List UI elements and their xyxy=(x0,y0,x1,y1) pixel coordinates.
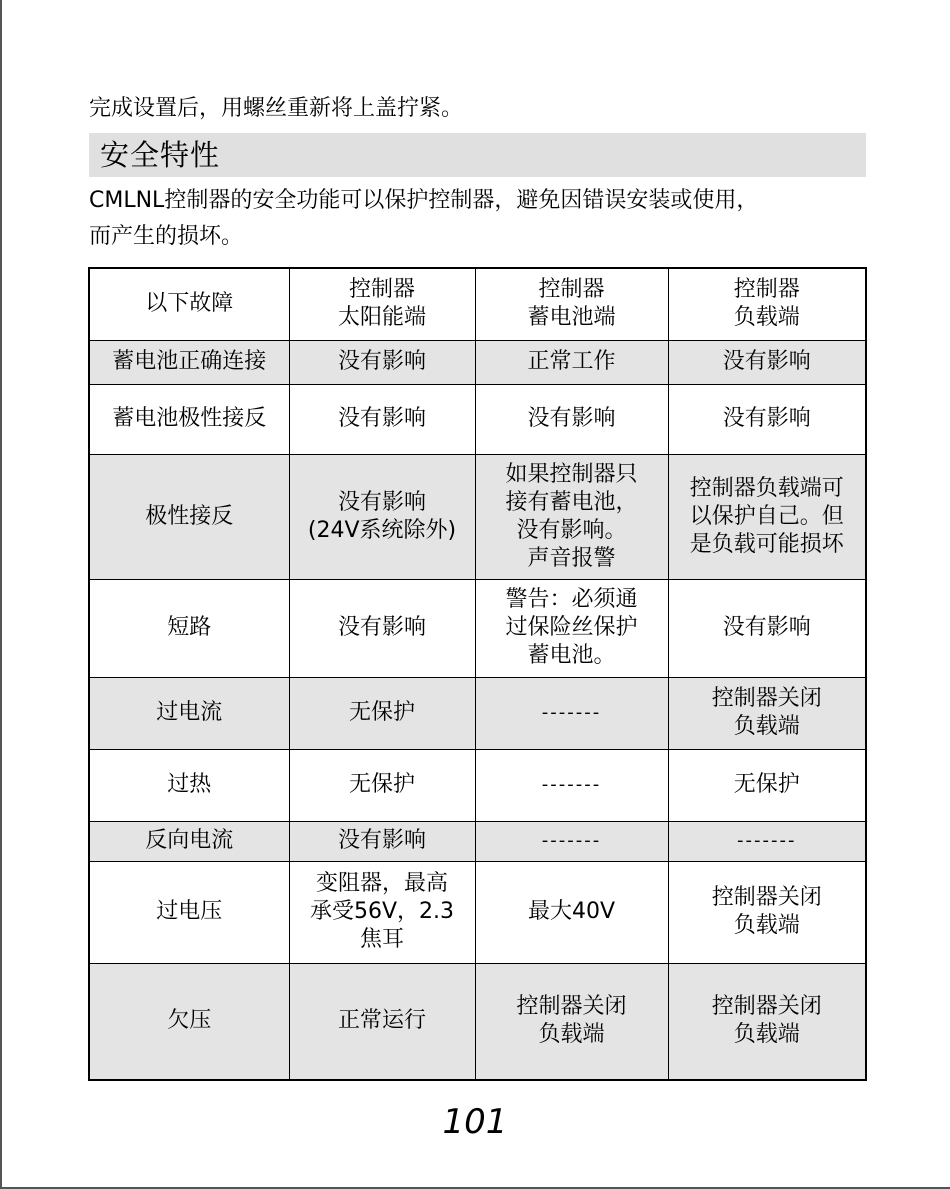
table-cell: 没有影响 xyxy=(475,384,668,454)
table-cell: 没有影响 xyxy=(289,384,475,454)
table-cell: 最大40V xyxy=(475,861,668,963)
table-cell: 无保护 xyxy=(668,749,866,821)
table-row xyxy=(89,454,866,579)
table-cell: 没有影响 (24V系统除外) xyxy=(289,454,475,579)
section-title: 安全特性 xyxy=(100,138,221,172)
safety-features-table xyxy=(88,267,867,1081)
table-cell: 欠压 xyxy=(89,963,289,1080)
table-cell: 正常工作 xyxy=(475,340,668,384)
description-line: CMLNL控制器的安全功能可以保护控制器，避免因错误安装或使用， xyxy=(89,188,759,213)
table-cell: 警告：必须通 过保险丝保护 蓄电池。 xyxy=(475,579,668,677)
section-description xyxy=(89,183,866,255)
table-cell: 蓄电池正确连接 xyxy=(89,340,289,384)
section-header xyxy=(89,133,866,177)
table-cell: 控制器关闭 负载端 xyxy=(668,861,866,963)
table-cell: 过热 xyxy=(89,749,289,821)
table-row xyxy=(89,384,866,454)
table-row xyxy=(89,821,866,861)
page-border-left xyxy=(0,0,2,1189)
header-cell-battery: 控制器 蓄电池端 xyxy=(475,268,668,340)
table-cell: ------- xyxy=(475,677,668,749)
table-cell: 过电流 xyxy=(89,677,289,749)
table-cell: 控制器负载端可 以保护自己。但 是负载可能损坏 xyxy=(668,454,866,579)
table-cell: 过电压 xyxy=(89,861,289,963)
table-cell: ------- xyxy=(668,821,866,861)
table-cell: 正常运行 xyxy=(289,963,475,1080)
table-cell: 反向电流 xyxy=(89,821,289,861)
header-cell-solar: 控制器 太阳能端 xyxy=(289,268,475,340)
table-cell: 无保护 xyxy=(289,677,475,749)
table-cell: ------- xyxy=(475,821,668,861)
table-cell: 控制器关闭 负载端 xyxy=(475,963,668,1080)
intro-text: 完成设置后，用螺丝重新将上盖拧紧。 xyxy=(89,96,464,121)
table-cell: 如果控制器只 接有蓄电池， 没有影响。 声音报警 xyxy=(475,454,668,579)
table-header-row xyxy=(89,268,866,340)
table-row xyxy=(89,963,866,1080)
header-cell-load: 控制器 负载端 xyxy=(668,268,866,340)
table-cell: 控制器关闭 负载端 xyxy=(668,677,866,749)
table-cell: 变阻器，最高 承受56V，2.3 焦耳 xyxy=(289,861,475,963)
table-row xyxy=(89,340,866,384)
table-cell: 没有影响 xyxy=(668,340,866,384)
table-cell: 蓄电池极性接反 xyxy=(89,384,289,454)
table-cell: 没有影响 xyxy=(668,579,866,677)
page-number: 101 xyxy=(442,1102,508,1142)
table-cell: 没有影响 xyxy=(289,821,475,861)
table-cell: 极性接反 xyxy=(89,454,289,579)
table-row xyxy=(89,749,866,821)
table-cell: 控制器关闭 负载端 xyxy=(668,963,866,1080)
table-cell: 没有影响 xyxy=(668,384,866,454)
table-cell: 无保护 xyxy=(289,749,475,821)
description-line: 而产生的损坏。 xyxy=(89,224,244,249)
table-cell: 没有影响 xyxy=(289,579,475,677)
table-row xyxy=(89,677,866,749)
table-row xyxy=(89,861,866,963)
table-cell: ------- xyxy=(475,749,668,821)
header-cell-fault: 以下故障 xyxy=(89,268,289,340)
table-row xyxy=(89,579,866,677)
table-cell: 短路 xyxy=(89,579,289,677)
table-cell: 没有影响 xyxy=(289,340,475,384)
